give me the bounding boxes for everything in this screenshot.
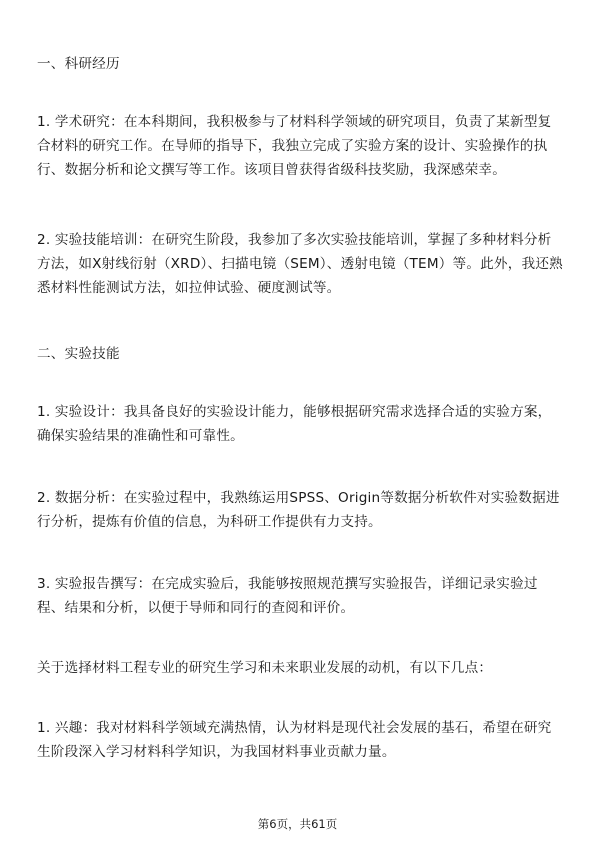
paragraph-data-analysis: 2. 数据分析：在实验过程中，我熟练运用SPSS、Origin等数据分析软件对实验数据进行分析，提炼有价值的信息，为科研工作提供有力支持。 <box>37 490 560 530</box>
paragraph-lab-training: 2. 实验技能培训：在研究生阶段，我参加了多次实验技能培训，掌握了多种材料分析方法，如X射线衍射（XRD）、扫描电镜（SEM）、透射电镜（TEM）等。此外，我还熟悉材料性能测试方法，如拉伸试验、硬度测试等。 <box>37 232 563 296</box>
paragraph-report-writing: 3. 实验报告撰写：在完成实验后，我能够按照规范撰写实验报告，详细记录实验过程、结果和分析，以便于导师和同行的查阅和评价。 <box>37 576 538 616</box>
page-number: 第6页，共61页 <box>257 817 338 831</box>
paragraph-motivation-intro: 关于选择材料工程专业的研究生学习和未来职业发展的动机，有以下几点： <box>37 660 493 676</box>
section-heading-research: 一、科研经历 <box>37 56 120 72</box>
paragraph-interest: 1. 兴趣：我对材料科学领域充满热情，认为材料是现代社会发展的基石，希望在研究生阶段深入学习材料科学知识，为我国材料事业贡献力量。 <box>37 720 552 760</box>
paragraph-experiment-design: 1. 实验设计：我具备良好的实验设计能力，能够根据研究需求选择合适的实验方案，确保实验结果的准确性和可靠性。 <box>37 404 552 444</box>
section-heading-lab-skills: 二、实验技能 <box>37 346 120 362</box>
paragraph-academic-research: 1. 学术研究：在本科期间，我积极参与了材料科学领域的研究项目，负责了某新型复合材料的研究工作。在导师的指导下，我独立完成了实验方案的设计、实验操作的执行、数据分析和论文撰写等工作。该项目曾获得省级科技奖励，我深感荣幸。 <box>37 114 552 178</box>
